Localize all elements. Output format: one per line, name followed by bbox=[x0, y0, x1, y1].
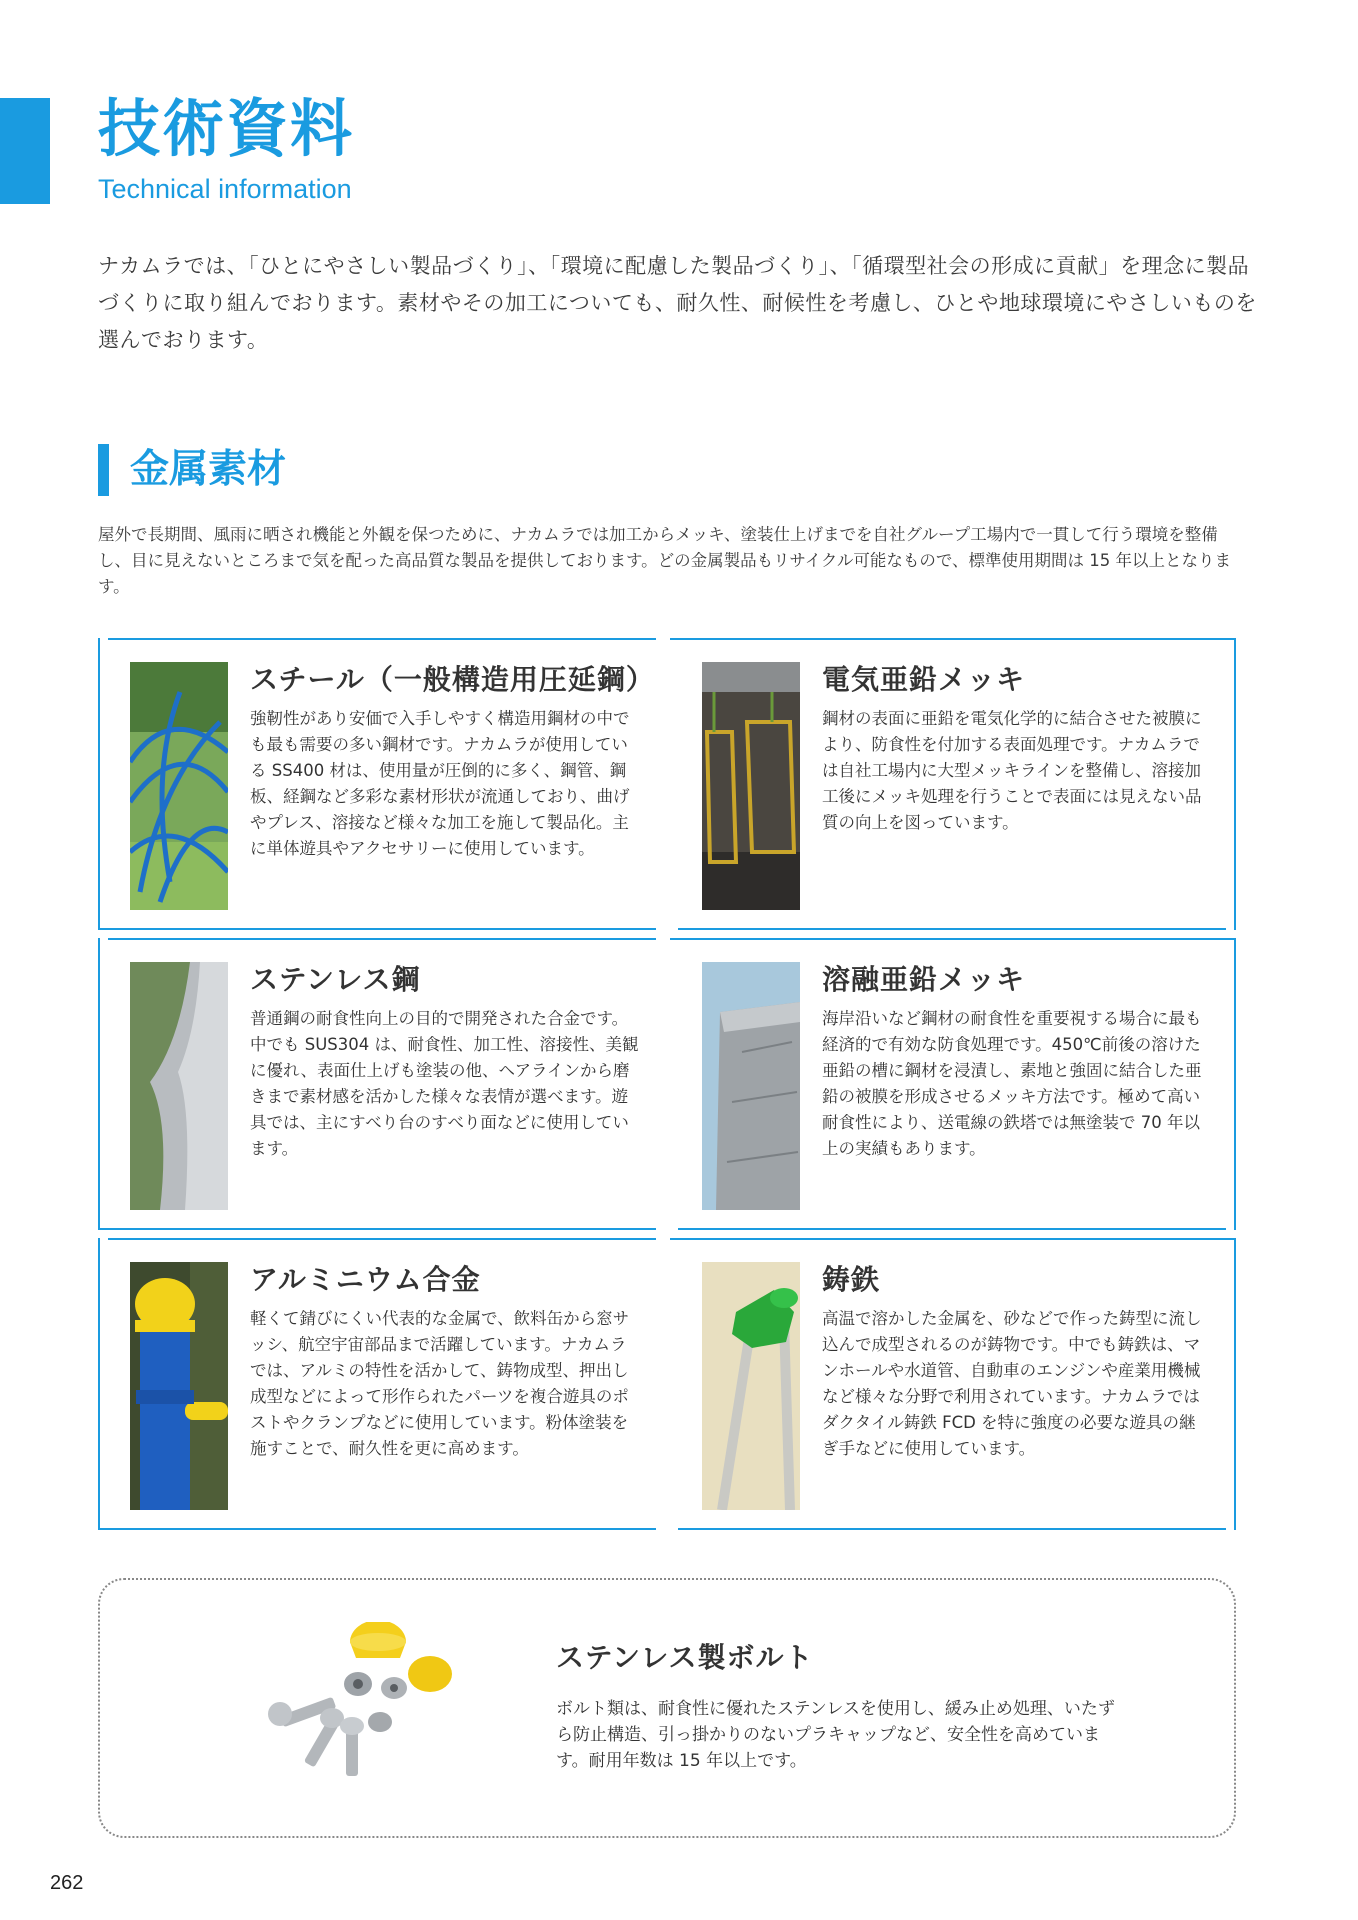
card-text: 海岸沿いなど鋼材の耐食性を重要視する場合に最も経済的で有効な防食処理です。450℃前後の溶けた亜鉛の槽に鋼材を浸漬し、素地と強固に結合した亜鉛の被膜を形成させるメッキ方法です。極めて高い耐食性により、送電線の鉄塔では無塗装で 70 年以上の実績もあります。 bbox=[822, 1009, 1202, 1158]
page-number: 262 bbox=[50, 1872, 84, 1894]
card-title: スチール（一般構造用圧延鋼） bbox=[250, 663, 655, 696]
card-title: アルミニウム合金 bbox=[250, 1263, 481, 1296]
card-title: 電気亜鉛メッキ bbox=[822, 663, 1026, 696]
card-cast-iron bbox=[670, 1238, 1236, 1530]
card-title: 溶融亜鉛メッキ bbox=[822, 963, 1026, 996]
card-title: 鋳鉄 bbox=[822, 1263, 881, 1296]
aluminum-post-image bbox=[130, 1262, 228, 1510]
card-text: 高温で溶かした金属を、砂などで作った鋳型に流し込んで成型されるのが鋳物です。中でも鋳鉄は、マンホールや水道管、自動車のエンジンや産業用機械など様々な分野で利用されています。ナカムラではダクタイル鋳鉄 FCD を特に強度の必要な遊具の継ぎ手などに使用しています。 bbox=[822, 1309, 1202, 1458]
page-subtitle: Technical information bbox=[98, 174, 352, 204]
bolt-image bbox=[260, 1622, 490, 1782]
section-description: 屋外で長期間、風雨に晒され機能と外観を保つために、ナカムラでは加工からメッキ、塗装仕上げまでを自社グループ工場内で一貫して行う環境を整備し、目に見えないところまで気を配った高品質な製品を提供しております。どの金属製品もリサイクル可能なもので、標準使用期間は 15 年以上となります。 bbox=[98, 525, 1232, 596]
plating-line-image bbox=[702, 662, 800, 910]
steel-playground-image bbox=[130, 662, 228, 910]
card-hot-dip-galvanizing bbox=[670, 938, 1236, 1230]
card-text: 普通鋼の耐食性向上の目的で開発された合金です。中でも SUS304 は、耐食性、加工性、溶接性、美観に優れ、表面仕上げも塗装の他、ヘアラインから磨きまで素材感を活かした様々な表情が選べます。遊具では、主にすべり台のすべり面などに使用しています。 bbox=[250, 1009, 639, 1158]
card-electrogalvanizing bbox=[670, 638, 1236, 930]
card-text: 強靭性があり安価で入手しやすく構造用鋼材の中でも最も需要の多い鋼材です。ナカムラが使用している SS400 材は、使用量が圧倒的に多く、鋼管、鋼板、経鋼など多彩な素材形状が流通しており、曲げやプレス、溶接など様々な加工を施して製品化。主に単体遊具やアクセサリーに使用しています。 bbox=[250, 709, 630, 858]
stainless-bolt-box bbox=[98, 1578, 1236, 1838]
intro-paragraph: ナカムラでは、「ひとにやさしい製品づくり」、「環境に配慮した製品づくり」、「循環型社会の形成に貢献」を理念に製品づくりに取り組んでおります。素材やその加工についても、耐久性、耐候性を考慮し、ひとや地球環境にやさしいものを選んでおります。 bbox=[98, 254, 1257, 352]
section-title: 金属素材 bbox=[130, 447, 287, 492]
section-accent-bar bbox=[98, 444, 109, 496]
bolt-title: ステンレス製ボルト bbox=[556, 1641, 814, 1674]
page-title: 技術資料 bbox=[98, 92, 355, 165]
card-aluminum-alloy bbox=[98, 1238, 664, 1530]
cast-iron-joint-image bbox=[702, 1262, 800, 1510]
title-accent-bar bbox=[0, 98, 50, 204]
card-text: 軽くて錆びにくい代表的な金属で、飲料缶から窓サッシ、航空宇宙部品まで活躍しています。ナカムラでは、アルミの特性を活かして、鋳物成型、押出し成型などによって形作られたパーツを複合遊具のポストやクランプなどに使用しています。粉体塗装を施すことで、耐久性を更に高めます。 bbox=[250, 1309, 630, 1458]
card-text: 鋼材の表面に亜鉛を電気化学的に結合させた被膜により、防食性を付加する表面処理です。ナカムラでは自社工場内に大型メッキラインを整備し、溶接加工後にメッキ処理を行うことで表面には見えない品質の向上を図っています。 bbox=[822, 709, 1202, 832]
card-title: ステンレス鋼 bbox=[250, 963, 421, 996]
bolt-text: ボルト類は、耐食性に優れたステンレスを使用し、緩み止め処理、いたずら防止構造、引っ掛かりのないプラキャップなど、安全性を高めています。耐用年数は 15 年以上です。 bbox=[556, 1699, 1115, 1771]
galvanized-box-image bbox=[702, 962, 800, 1210]
card-steel bbox=[98, 638, 664, 930]
stainless-slide-image bbox=[130, 962, 228, 1210]
card-stainless-steel bbox=[98, 938, 664, 1230]
